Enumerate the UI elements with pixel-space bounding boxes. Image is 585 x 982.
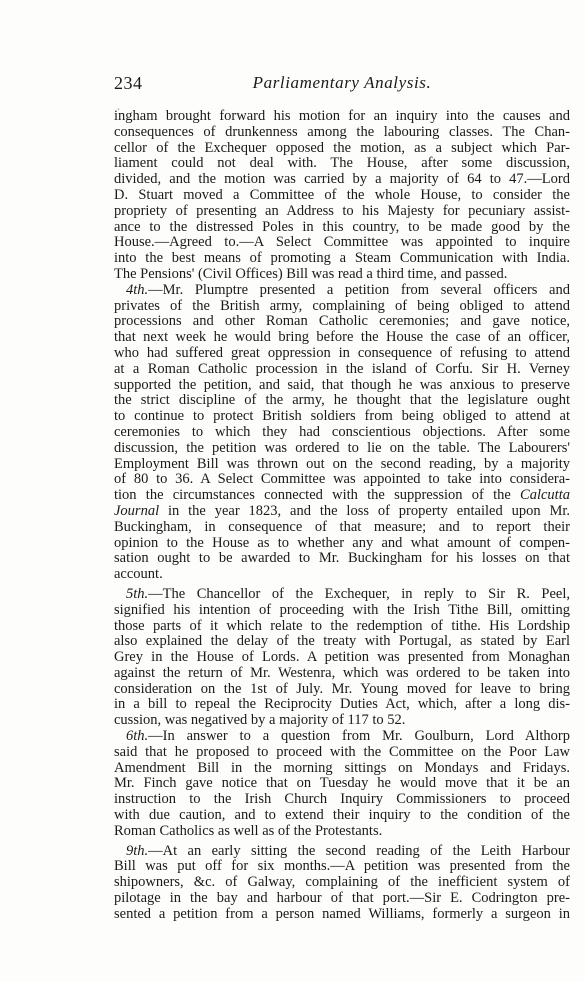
text-line: propriety of presenting an Address to his Majesty for pecuniary assist- [114,203,570,219]
text-line: Grey in the House of Lords. A petition was presented from Monaghan [114,650,570,666]
text-line: ance to the distressed Poles in this country, to be made good by the [114,219,570,235]
text-line: of 80 to 36. A Select Committee was appointed to take into considera- [114,472,570,488]
text-line: cussion, was negatived by a majority of 117 to 52. [114,713,406,729]
text-line: Bill was put off for six months.—A petition was presented from the [114,859,570,875]
text-line: Buckingham, in consequence of that measure; and to report their [114,519,570,535]
text-line: 6th.—In answer to a question from Mr. Goulburn, Lord Althorp [126,729,570,745]
text-line: Roman Catholics as well as of the Protestants. [114,823,383,839]
text-line: pilotage in the bay and harbour of that port.—Sir E. Codrington pre- [114,891,570,907]
text-line: instruction to the Irish Church Inquiry Commissioners to proceed [114,792,570,808]
text-line: the strict discipline of the army, he thought that the legislature ought [114,393,570,409]
text-line: House.—Agreed to.—A Select Committee was appointed to inquire [114,235,570,251]
body-text [114,109,570,923]
text-line: Mr. Finch gave notice that on Tuesday he would move that it be an [114,776,570,792]
text-line: said that he proposed to proceed with the Committee on the Poor Law [114,744,570,760]
text-line: The Pensions' (Civil Offices) Bill was read a third time, and passed. [114,266,508,282]
text-line: divided, and the motion was carried by a majority of 64 to 47.—Lord [114,172,570,188]
text-line: account. [114,567,163,583]
text-line: who had suffered great oppression in consequence of refusing to attend [114,345,570,361]
text-line: to continue to protect British soldiers from being obliged to attend at [114,409,570,425]
text-line: 5th.—The Chancellor of the Exchequer, in reply to Sir R. Peel, [126,586,570,602]
text-line: with due caution, and to extend their inquiry to the condition of the [114,808,570,824]
text-line: 9th.—At an early sitting the second reading of the Leith Harbour [126,843,570,859]
text-line: cellor of the Exchequer opposed the motion, as a subject which Par- [114,140,570,156]
text-line: at a Roman Catholic procession in the island of Corfu. Sir H. Verney [114,361,570,377]
text-line: sented a petition from a person named Williams, formerly a surgeon in [114,906,570,922]
text-line: opinion to the House as to whether any and what amount of compen- [114,535,570,551]
text-line: those parts of it which relate to the redemption of tithe. His Lordship [114,618,570,634]
text-line: ingham brought forward his motion for an inquiry into the causes and [114,109,570,124]
text-line: Amendment Bill in the morning sittings on Mondays and Fridays. [114,760,570,776]
text-line: signified his intention of proceeding with the Irish Tithe Bill, omitting [114,602,570,618]
text-line: sation ought to be awarded to Mr. Buckingham for his losses on that [114,551,570,567]
page-number: 234 [114,73,143,93]
text-line: into the best means of promoting a Steam Communication with India. [114,251,570,267]
text-line: ceremonies to which they had conscientious objections. After some [114,424,570,440]
text-line: shipowners, &c. of Galway, complaining of the inefficient system of [114,875,570,891]
text-line: Employment Bill was thrown out on the second reading, by a majority [114,456,570,472]
text-line: consequences of drunkenness among the labouring classes. The Chan- [114,124,570,140]
text-line: D. Stuart moved a Committee of the whole House, to consider the [114,187,570,203]
page-header [114,73,570,95]
text-line: consideration on the 1st of July. Mr. Young moved for leave to bring [114,681,570,697]
text-line: against the return of Mr. Westenra, which was ordered to be taken into [114,665,570,681]
running-title: Parliamentary Analysis. [252,73,432,92]
text-line: privates of the British army, complaining of being obliged to attend [114,298,570,314]
text-line: also explained the delay of the treaty with Portugal, as stated by Earl [114,634,570,650]
text-line: supported the petition, and said, that though he was anxious to preserve [114,377,570,393]
text-line: tion the circumstances connected with the suppression of the Calcutta [114,488,570,504]
text-line: that next week he would bring before the House the case of an officer, [114,330,570,346]
text-line: liament could not deal with. The House, after some discussion, [114,156,570,172]
text-line: 4th.—Mr. Plumptre presented a petition from several officers and [126,282,570,298]
text-line: Journal in the year 1823, and the loss of property entailed upon Mr. [114,503,570,519]
printer-speck: ˎ [117,100,120,110]
text-line: processions and other Roman Catholic ceremonies; and gave notice, [114,314,570,330]
text-line: discussion, the petition was ordered to lie on the table. The Labourers' [114,440,570,456]
text-line: in a bill to repeal the Reciprocity Duties Act, which, after a long dis- [114,697,570,713]
